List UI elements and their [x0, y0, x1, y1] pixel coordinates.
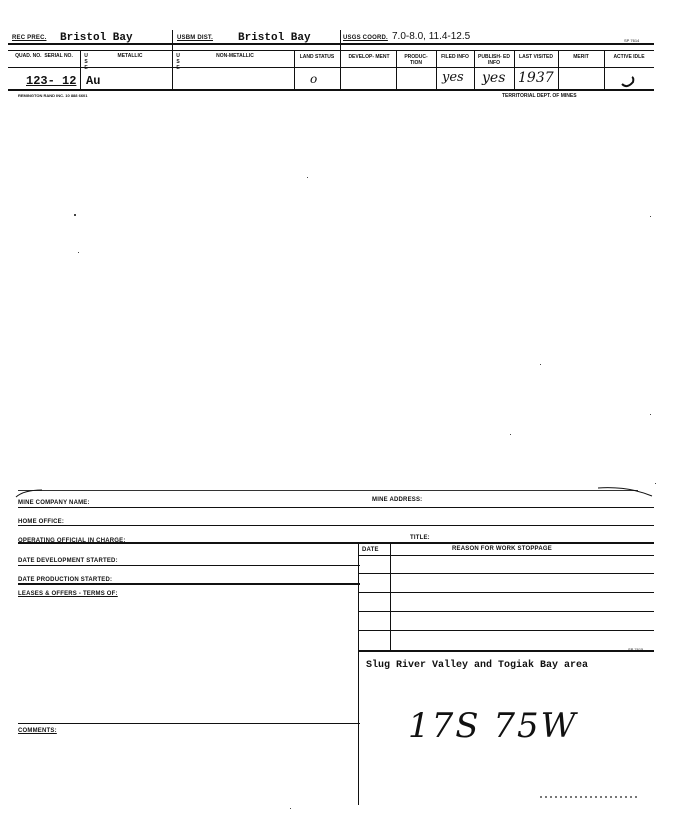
col-production: PRODUC- TION [404, 54, 428, 66]
speck [74, 214, 76, 216]
form-number-bottom: SP 7615 [628, 647, 644, 652]
speck [307, 177, 308, 178]
metallic-value: Au [86, 74, 101, 88]
comments-line [18, 723, 360, 724]
usbm-dist-label: USBM DIST. [177, 35, 214, 41]
col-nonmetallic: NON-METALLIC [216, 53, 254, 59]
stoppage-bottom-line [358, 650, 654, 652]
center-divider [358, 543, 359, 805]
date-production-label: DATE PRODUCTION STARTED: [18, 577, 113, 583]
col-land-status: LAND STATUS [299, 54, 335, 60]
col-divider [80, 50, 81, 90]
col-divider [294, 50, 295, 90]
col-quad-serial: QUAD. NO. SERIAL NO. [15, 53, 73, 59]
col-divider [396, 50, 397, 90]
agency-name: TERRITORIAL DEPT. OF MINES [502, 93, 577, 99]
date-development-label: DATE DEVELOPMENT STARTED: [18, 558, 118, 564]
date-col-divider [390, 543, 391, 651]
col-published-info: PUBLISH- ED INFO [478, 54, 510, 66]
speck [78, 252, 79, 253]
home-office-label: HOME OFFICE: [18, 519, 65, 525]
speck [655, 483, 656, 484]
row-line [18, 525, 654, 526]
speck [650, 216, 651, 217]
rec-prec-label: REC PREC. [12, 35, 47, 41]
col-divider [172, 30, 173, 90]
comments-label: COMMENTS: [18, 728, 57, 734]
speck [510, 434, 511, 435]
stoppage-row-line [358, 611, 654, 612]
col-divider [436, 50, 437, 90]
operating-official-label: OPERATING OFFICIAL IN CHARGE: [18, 538, 126, 544]
usgs-coord-label: USGS COORD. [343, 35, 388, 41]
col-metallic-prefix: U S E [84, 53, 88, 71]
quad-serial-value: 123- 12 [26, 74, 77, 88]
speck [290, 808, 291, 809]
col-divider [558, 50, 559, 90]
usgs-coord-value: 7.0-8.0, 11.4-12.5 [392, 31, 471, 42]
land-status-value: o [310, 72, 318, 86]
col-divider [514, 50, 515, 90]
leases-label: LEASES & OFFERS - TERMS OF: [18, 591, 118, 597]
usbm-dist-value: Bristol Bay [238, 32, 311, 44]
rec-prec-value: Bristol Bay [60, 32, 133, 44]
mine-company-name-label: MINE COMPANY NAME: [18, 500, 90, 506]
date-column-label: DATE [362, 547, 379, 553]
corner-curl [598, 484, 654, 498]
stoppage-row-line [358, 592, 654, 593]
filed-info-value: yes [442, 70, 464, 85]
row-line [18, 507, 654, 508]
col-merit: MERIT [573, 54, 589, 60]
stoppage-row-line [358, 573, 654, 574]
published-info-value: yes [482, 70, 506, 86]
stoppage-header-line [358, 555, 654, 556]
col-development: DEVELOP- MENT [348, 54, 390, 60]
row-line [18, 583, 360, 585]
location-text: Slug River Valley and Togiak Bay area [366, 660, 589, 671]
col-active-idle: ACTIVE IDLE [613, 54, 645, 60]
title-label: TITLE: [410, 535, 430, 541]
faint-marks [540, 796, 640, 798]
mine-address-label: MINE ADDRESS: [372, 497, 423, 503]
row-line [18, 565, 360, 566]
col-filed-info: FILED INFO [441, 54, 469, 60]
stoppage-row-line [358, 630, 654, 631]
speck [540, 364, 541, 365]
col-metallic: METALLIC [117, 53, 143, 59]
col-divider [340, 30, 341, 90]
handwritten-note: 17S 75W [408, 706, 578, 746]
reason-column-label: REASON FOR WORK STOPPAGE [452, 546, 552, 552]
speck [650, 414, 651, 415]
last-visited-value: 1937 [518, 70, 554, 86]
col-divider [604, 50, 605, 90]
col-last-visited: LAST VISITED [519, 54, 553, 60]
active-check-mark [618, 74, 640, 90]
printer-imprint: REMINGTON RAND INC. 10 888 6601 [18, 93, 88, 98]
left-curl [14, 488, 44, 498]
top-edge [18, 490, 638, 491]
form-number-top: SP 7614 [624, 38, 640, 43]
col-divider [474, 50, 475, 90]
col-nonmetallic-prefix: U S E [176, 53, 180, 71]
